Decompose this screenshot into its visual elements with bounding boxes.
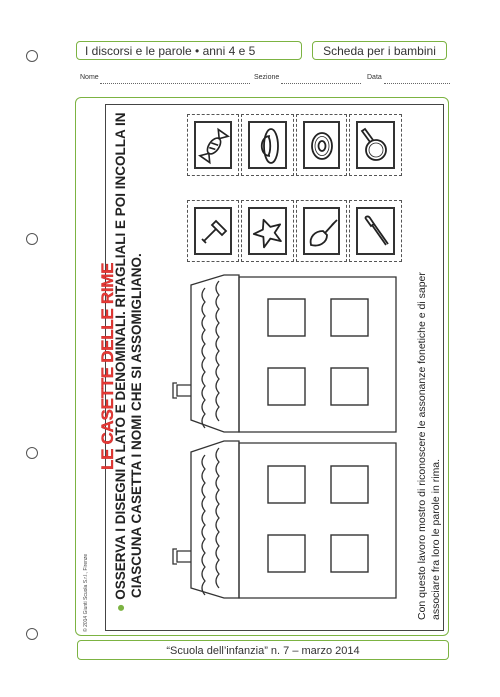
star-icon (242, 201, 295, 263)
candy-icon (188, 115, 240, 177)
cutout-card-candy[interactable] (187, 114, 239, 176)
frying-pan-icon (350, 115, 403, 177)
paintbrush-icon (350, 201, 403, 263)
footer-issue: “Scuola dell’infanzia” n. 7 – marzo 2014 (77, 640, 449, 660)
teacher-note-line-2: associare fra loro le parole in rima. (429, 458, 442, 620)
header-subject: I discorsi e le parole • anni 4 e 5 (76, 41, 302, 60)
section-label: Sezione (254, 74, 280, 81)
instructions (112, 112, 145, 612)
cutout-card-trowel[interactable] (296, 200, 347, 262)
cutout-card-frying-pan[interactable] (349, 114, 402, 176)
trowel-icon (297, 201, 348, 263)
date-field[interactable] (384, 83, 450, 84)
binder-hole (26, 233, 38, 245)
teacher-note-line-1: Con questo lavoro mostro di riconoscere le assonanze fonetiche e di saper (416, 272, 428, 620)
binder-hole (26, 447, 38, 459)
hammer-icon (188, 201, 240, 263)
hat-icon (242, 115, 295, 177)
cutout-card-star[interactable] (241, 200, 294, 262)
cutout-card-doughnut[interactable] (296, 114, 347, 176)
bullet-icon: ● (112, 603, 128, 612)
instruction-line-2: CIASCUNA CASETTA I NOMI CHE SI ASSOMIGLIANO. (129, 253, 144, 598)
instruction-line-1: OSSERVA I DISEGNI A LATO E DENOMINALI. RITAGLIALI E POI INCOLLA IN (113, 112, 128, 600)
binder-hole (26, 50, 38, 62)
teacher-note (416, 272, 443, 620)
name-label: Nome (80, 74, 99, 81)
name-field[interactable] (100, 83, 250, 84)
date-label: Data (367, 74, 382, 81)
worksheet-title: LE CASETTE DELLE RIME (98, 262, 117, 470)
binder-hole (26, 628, 38, 640)
copyright-notice: © 2014 Giunti Scuola S.r.l., Firenze (83, 553, 89, 632)
cutout-card-hat[interactable] (241, 114, 294, 176)
doughnut-icon (297, 115, 348, 177)
worksheet-inner-border (105, 104, 444, 631)
header-worksheet-type: Scheda per i bambini (312, 41, 447, 60)
section-field[interactable] (281, 83, 361, 84)
student-fields (80, 74, 450, 86)
cutout-card-paintbrush[interactable] (349, 200, 402, 262)
cutout-card-hammer[interactable] (187, 200, 239, 262)
